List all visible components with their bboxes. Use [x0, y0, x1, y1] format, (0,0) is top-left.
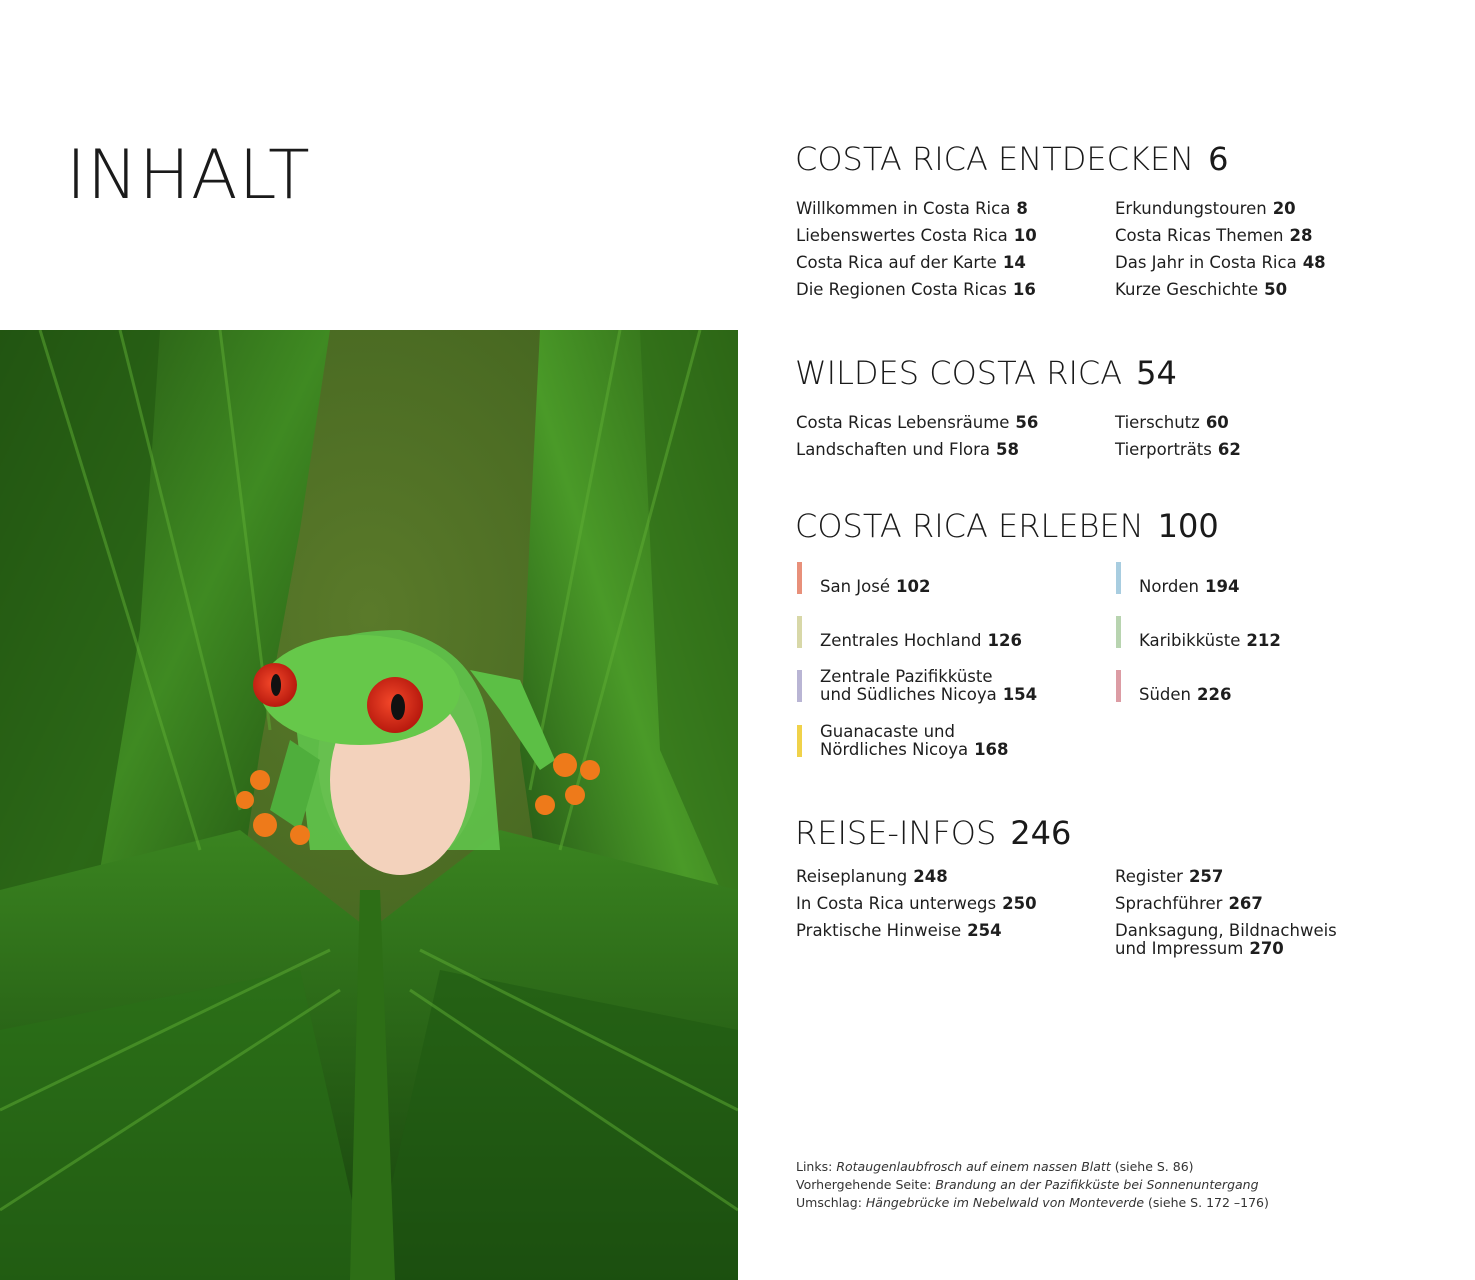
region-color-bar — [797, 725, 802, 757]
toc-entry[interactable]: Die Regionen Costa Ricas 16 — [796, 280, 1036, 299]
region-color-bar — [1116, 616, 1121, 648]
section-heading-reise — [795, 814, 1071, 852]
toc-entry[interactable]: Tierporträts 62 — [1115, 440, 1241, 459]
toc-entry[interactable]: Costa Ricas Themen 28 — [1115, 226, 1313, 245]
toc-entry[interactable]: Kurze Geschichte 50 — [1115, 280, 1288, 299]
toc-entry[interactable]: Danksagung, Bildnachweis und Impressum 270 — [1115, 921, 1337, 958]
section-heading-wildes — [795, 354, 1177, 392]
toc-entry[interactable]: Register 257 — [1115, 867, 1224, 886]
section-heading-entdecken — [795, 140, 1228, 178]
toc-entry[interactable]: Tierschutz 60 — [1115, 413, 1229, 432]
page-title: INHALT — [66, 136, 311, 215]
caption-line: Umschlag: Hängebrücke im Nebelwald von Monteverde (siehe S. 172 –176) — [796, 1195, 1269, 1210]
region-color-bar — [797, 562, 802, 594]
toc-entry[interactable]: Willkommen in Costa Rica 8 — [796, 199, 1028, 218]
toc-entry[interactable]: Costa Rica auf der Karte 14 — [796, 253, 1026, 272]
toc-entry[interactable]: In Costa Rica unterwegs 250 — [796, 894, 1037, 913]
region-color-bar — [797, 670, 802, 702]
toc-entry[interactable]: Erkundungstouren 20 — [1115, 199, 1296, 218]
toc-entry[interactable]: Praktische Hinweise 254 — [796, 921, 1002, 940]
photo-captions — [796, 1158, 1269, 1212]
section-heading-erleben — [795, 507, 1219, 545]
caption-line: Vorhergehende Seite: Brandung an der Pazifikküste bei Sonnenuntergang — [796, 1177, 1259, 1192]
section-page: 100 — [1157, 507, 1219, 545]
section-page: 246 — [1010, 814, 1072, 852]
toc-entry[interactable]: Das Jahr in Costa Rica 48 — [1115, 253, 1326, 272]
toc-entry[interactable]: Sprachführer 267 — [1115, 894, 1263, 913]
section-title: REISE-INFOS — [795, 814, 997, 852]
section-title: WILDES COSTA RICA — [795, 354, 1123, 392]
region-color-bar — [1116, 670, 1121, 702]
frog-photo — [0, 330, 738, 1280]
section-page: 6 — [1208, 140, 1229, 178]
toc-entry[interactable]: Liebenswertes Costa Rica 10 — [796, 226, 1037, 245]
section-title: COSTA RICA ERLEBEN — [795, 507, 1144, 545]
region-color-bar — [1116, 562, 1121, 594]
section-page: 54 — [1136, 354, 1177, 392]
region-color-bar — [797, 616, 802, 648]
section-title: COSTA RICA ENTDECKEN — [795, 140, 1195, 178]
toc-entry[interactable]: Costa Ricas Lebensräume 56 — [796, 413, 1039, 432]
toc-entry[interactable]: Reiseplanung 248 — [796, 867, 948, 886]
toc-entry[interactable]: Landschaften und Flora 58 — [796, 440, 1019, 459]
caption-line: Links: Rotaugenlaubfrosch auf einem nassen Blatt (siehe S. 86) — [796, 1159, 1194, 1174]
